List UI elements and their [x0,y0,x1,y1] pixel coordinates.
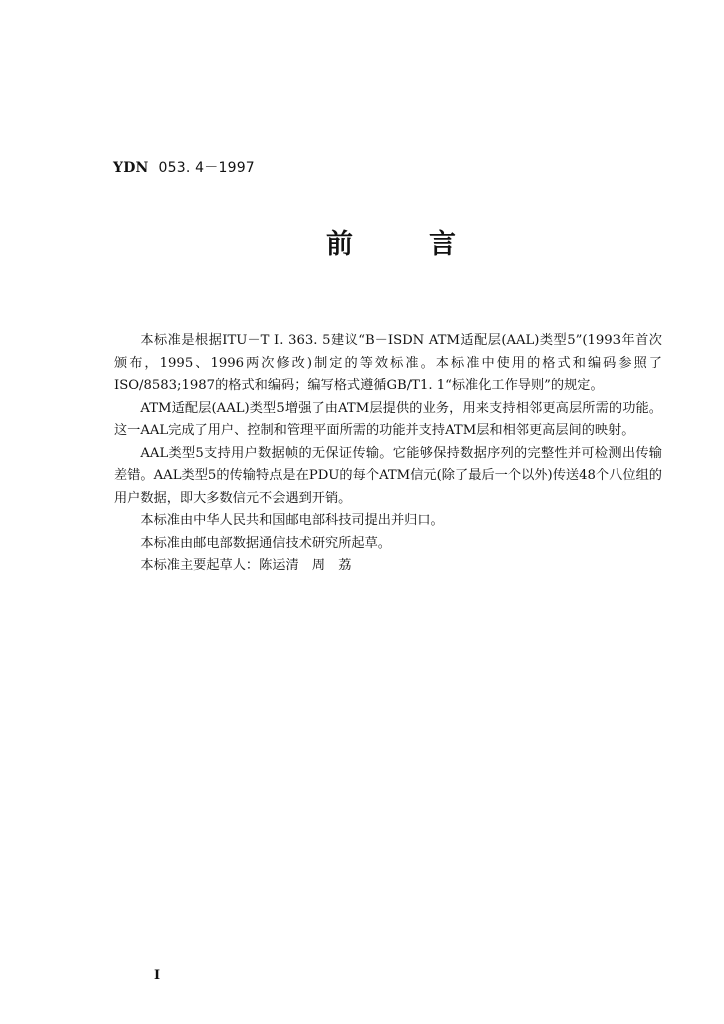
title-char-2: 言 [429,229,456,260]
paragraph-aal5-transfer: AAL类型5支持用户数据帧的无保证传输。它能够保持数据序列的完整性并可检测出传输差错。AAL类型5的传输特点是在PDU的每个ATM信元(除了最后一个以外)传送48个八位组的用户数据，即大多数信元不会遇到开销。 [114,445,662,506]
standard-prefix: YDN [113,160,149,176]
paragraph-drafter-org: 本标准由邮电部数据通信技术研究所起草。 [140,535,391,551]
title-char-1: 前 [326,229,353,260]
standard-number: 053. 4－1997 [158,160,255,176]
paragraph-aal5-function: ATM适配层(AAL)类型5增强了由ATM层提供的业务，用来支持相邻更高层所需的功能。这一AAL完成了用户、控制和管理平面所需的功能并支持ATM层和相邻更高层间的映射。 [114,400,662,438]
foreword-body [114,330,662,578]
paragraph-proposer: 本标准由中华人民共和国邮电部科技司提出并归口。 [140,513,444,528]
standard-header [113,157,255,177]
paragraph-drafters: 本标准主要起草人：陈运清 周 荔 [140,558,352,573]
page-margin [0,0,82,1024]
page-title [326,222,456,261]
page-number: I [154,968,161,983]
paragraph-basis: 本标准是根据ITU－T I. 363. 5建议“B－ISDN ATM适配层(AAL)类型5”(1993年首次颁布，1995、1996两次修改)制定的等效标准。本标准中使用的格式和编码参照了ISO/8583;1987的格式和编码；编写格式遵循GB/T1. 1“标准化工作导则”的规定。 [114,333,662,393]
